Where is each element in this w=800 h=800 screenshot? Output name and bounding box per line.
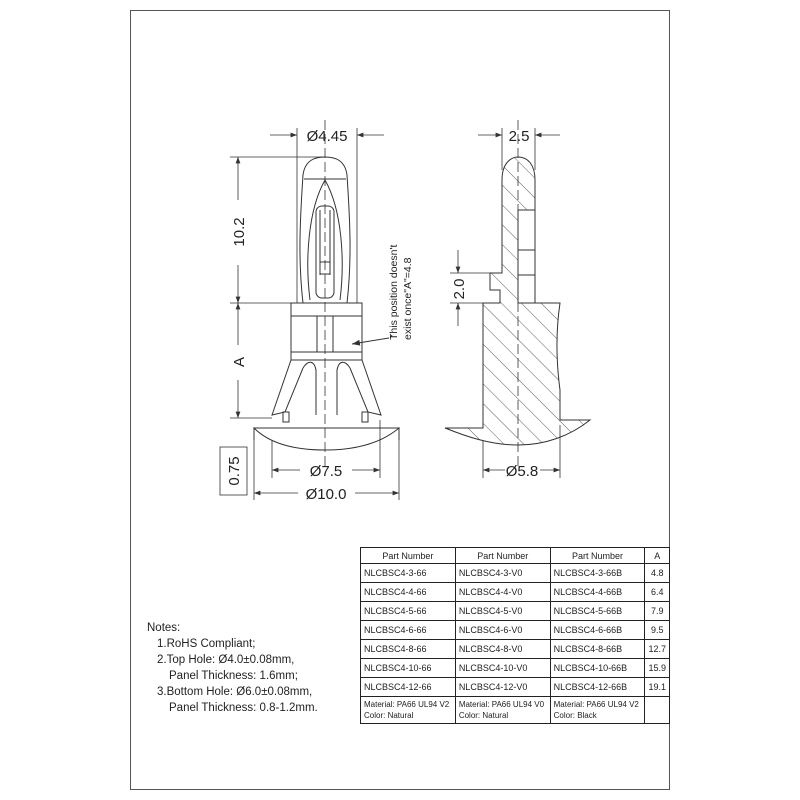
a-value-cell: 9.5 [645,621,670,640]
dim-flange-diameter: Ø10.0 [305,486,347,503]
part-number-cell: NLCBSC4-6-V0 [455,621,550,640]
part-number-cell: NLCBSC4-4-66B [550,583,645,602]
table-header-row [361,548,670,564]
material-cell [455,697,550,724]
part-number-cell: NLCBSC4-4-66 [361,583,456,602]
callout-line-2: exist once"A"=4.8 [402,257,414,340]
material-cell [361,697,456,724]
table-row [361,621,670,640]
note-item: 1.RoHS Compliant; [157,638,256,650]
a-value-cell: 15.9 [645,659,670,678]
table-row [361,678,670,697]
note-item: Panel Thickness: 0.8-1.2mm. [169,702,318,714]
part-number-cell: NLCBSC4-4-V0 [455,583,550,602]
a-value-cell: 7.9 [645,602,670,621]
front-view [254,120,399,470]
part-number-cell: NLCBSC4-8-66B [550,640,645,659]
part-number-cell: NLCBSC4-12-V0 [455,678,550,697]
color-text: Color: Black [553,711,597,720]
notes-title: Notes: [147,622,181,634]
table-row [361,602,670,621]
note-item: 2.Top Hole: Ø4.0±0.08mm, [157,654,295,666]
notes [147,620,318,716]
color-text: Color: Natural [458,711,509,720]
note-item: Panel Thickness: 1.6mm; [169,670,298,682]
a-value-cell: 4.8 [645,564,670,583]
part-number-cell: NLCBSC4-5-66 [361,602,456,621]
dim-tip-height: 10.2 [231,217,248,247]
a-value-cell: 19.1 [645,678,670,697]
table-row [361,564,670,583]
part-number-cell: NLCBSC4-10-66 [361,659,456,678]
dim-a: A [231,356,248,368]
dim-side-body-diameter: Ø5.8 [505,463,539,480]
table-row [361,583,670,602]
part-number-cell: NLCBSC4-5-66B [550,602,645,621]
color-text: Color: Natural [364,711,414,720]
part-number-cell: NLCBSC4-3-V0 [455,564,550,583]
part-number-cell: NLCBSC4-6-66B [550,621,645,640]
material-text: Material: PA66 UL94 V2 [553,700,639,709]
dim-top-diameter: Ø4.45 [306,128,348,145]
a-value-cell: 12.7 [645,640,670,659]
material-text: Material: PA66 UL94 V2 [364,700,450,709]
material-cell [550,697,645,724]
dim-flange-thickness: 0.75 [226,456,243,486]
material-row [361,697,670,724]
part-number-cell: NLCBSC4-10-66B [550,659,645,678]
empty-cell [645,697,670,724]
column-header: Part Number [361,548,456,564]
table-row [361,659,670,678]
part-number-cell: NLCBSC4-3-66 [361,564,456,583]
column-header: Part Number [550,548,645,564]
part-number-cell: NLCBSC4-10-V0 [455,659,550,678]
table-row [361,640,670,659]
column-header: A [645,548,670,564]
callout-line-1: This position doesn't [388,244,400,340]
column-header: Part Number [455,548,550,564]
dim-step-height: 2.0 [451,278,468,300]
part-number-cell: NLCBSC4-6-66 [361,621,456,640]
part-number-cell: NLCBSC4-8-66 [361,640,456,659]
part-number-cell: NLCBSC4-12-66 [361,678,456,697]
note-item: 3.Bottom Hole: Ø6.0±0.08mm, [157,686,313,698]
part-number-cell: NLCBSC4-3-66B [550,564,645,583]
material-text: Material: PA66 UL94 V0 [458,700,545,709]
a-value-cell: 6.4 [645,583,670,602]
part-number-cell: NLCBSC4-8-V0 [455,640,550,659]
part-number-cell: NLCBSC4-12-66B [550,678,645,697]
dim-side-width: 2.5 [508,128,530,145]
part-number-table [360,547,670,724]
part-number-cell: NLCBSC4-5-V0 [455,602,550,621]
dim-inner-diameter: Ø7.5 [309,463,343,480]
